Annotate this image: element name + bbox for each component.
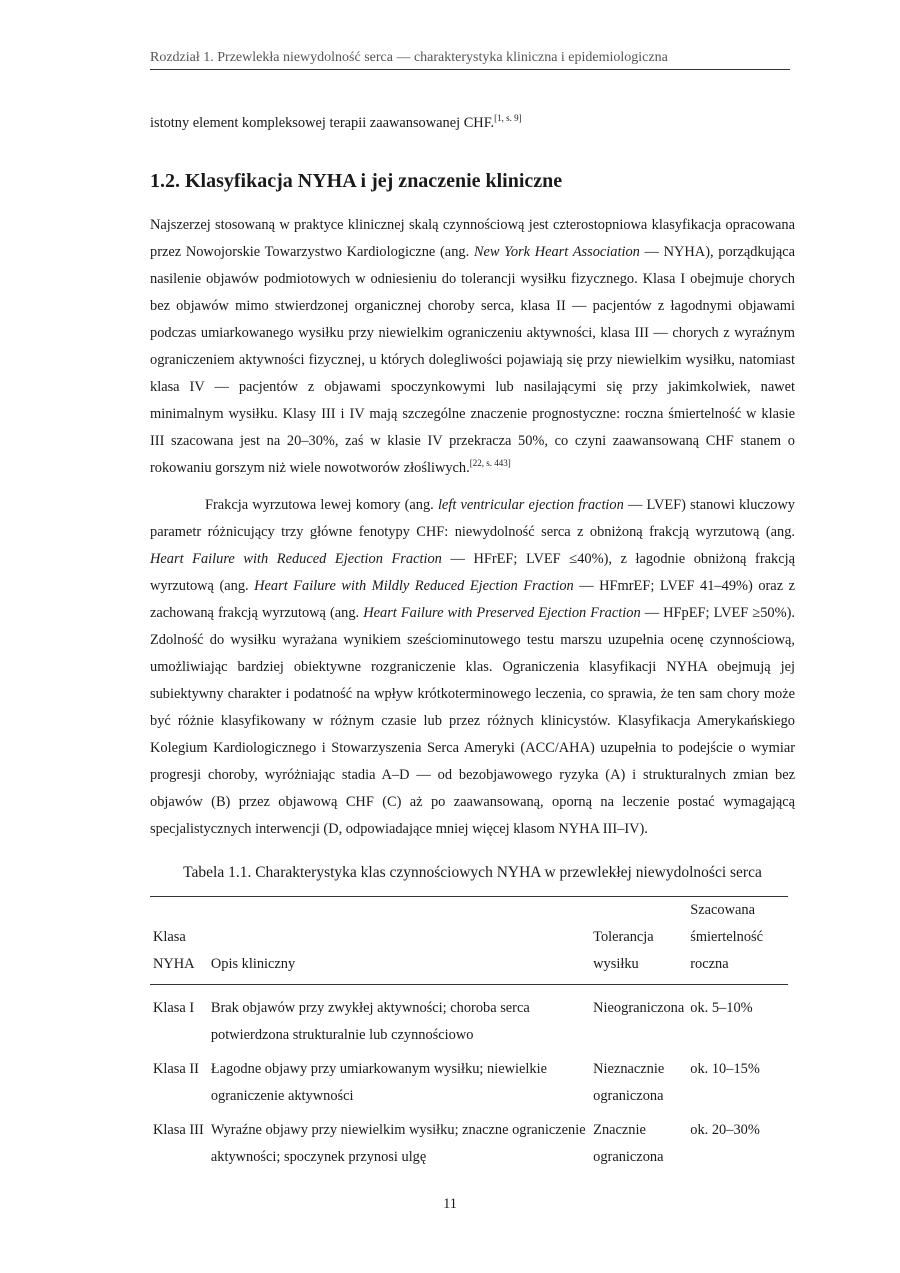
table-caption: Tabela 1.1. Charakterystyka klas czynnościowych NYHA w przewlekłej niewydolności serca xyxy=(183,864,762,881)
italic-term: Heart Failure with Preserved Ejection Fraction xyxy=(363,605,641,621)
citation: [22, s. 443] xyxy=(469,458,511,468)
italic-term: Heart Failure with Mildly Reduced Ejection Fraction xyxy=(254,578,574,594)
table-row xyxy=(150,985,788,1057)
table-cell: Nieznacznie ograniczona xyxy=(593,1061,665,1104)
italic-term: left ventricular ejection fraction xyxy=(437,497,624,513)
citation: [1, s. 9] xyxy=(494,113,522,123)
text-run: — NYHA), porządkująca nasilenie objawów podmiotowych w odniesieniu do tolerancji wysiłku fizycznego. Klasa I obejmuje chorych bez objawów mimo stwierdzonej organicznej choroby serca, klasa II — pacjentów z łagodnymi objawami podczas umiarkowanego wysiłku przy niewielkim ograniczeniu aktywności, klasa III — chorych z wyraźnym ograniczeniem aktywności fizycznej, u których dolegliwości pojawiają się przy niewielkim wysiłku, natomiast klasa IV — pacjentów z objawami spoczynkowymi lub nasilającymi się przy jakimkolwiek, nawet minimalnym wysiłku. Klasy III i IV mają szczególne znaczenie prognostyczne: roczna śmiertelność w klasie III szacowana jest na 20–30%, zaś w klasie IV przekracza 50%, co czyni zaawansowaną CHF stanem o rokowaniu gorszym niż wiele nowotworów złośliwych. xyxy=(150,244,795,476)
table-cell: ok. 10–15% xyxy=(690,1061,760,1077)
continuation-text: istotny element kompleksowej terapii zaawansowanej CHF. xyxy=(150,115,495,131)
header-cell: Szacowana śmiertelność roczna xyxy=(687,897,788,985)
table-row xyxy=(150,1117,788,1178)
header-cell: Opis kliniczny xyxy=(208,897,590,985)
text-run: Najszerzej stosowaną w praktyce klinicznej skalą czynnościową jest czterostopniowa klasyfikacja opracowana przez Nowojorskie Towarzystwo Kardiologiczne (ang. xyxy=(150,217,795,260)
continuation-paragraph xyxy=(150,110,795,137)
table-cell: Klasa III xyxy=(153,1122,204,1138)
header-cell: Klasa NYHA xyxy=(150,897,208,985)
text-run: — HFrEF; LVEF ≤40%), z łagodnie obniżoną frakcją wyrzutową (ang. xyxy=(150,551,795,594)
table-header-row xyxy=(150,897,788,985)
italic-term: New York Heart Association xyxy=(473,244,640,260)
paragraph-lvef xyxy=(150,492,795,843)
table-cell: Brak objawów przy zwykłej aktywności; choroba serca potwierdzona strukturalnie lub czynnościowo xyxy=(210,1000,530,1043)
table-cell: ok. 5–10% xyxy=(690,1000,753,1016)
header-cell: Tolerancja wysiłku xyxy=(590,897,687,985)
text-run: Frakcja wyrzutowa lewej komory (ang. xyxy=(205,497,438,513)
page-number: 11 xyxy=(443,1196,457,1212)
table-cell: Znacznie ograniczona xyxy=(593,1122,664,1165)
table-cell: Wyraźne objawy przy niewielkim wysiłku; znaczne ograniczenie aktywności; spoczynek przynosi ulgę xyxy=(210,1122,586,1165)
table-cell: Łagodne objawy przy umiarkowanym wysiłku; niewielkie ograniczenie aktywności xyxy=(210,1061,547,1104)
text-run: — HFmrEF; LVEF 41–49%) oraz z zachowaną frakcją wyrzutową (ang. xyxy=(150,578,795,621)
section-title: 1.2. Klasyfikacja NYHA i jej znaczenie kliniczne xyxy=(150,170,563,192)
paragraph-nyha xyxy=(150,212,795,482)
table-row xyxy=(150,1056,788,1117)
running-header: Rozdział 1. Przewlekła niewydolność serca — charakterystyka kliniczna i epidemiologiczna xyxy=(150,50,790,70)
text-run: — LVEF) stanowi kluczowy parametr różnicujący trzy główne fenotypy CHF: niewydolność serca z obniżoną frakcją wyrzutową (ang. xyxy=(150,497,795,540)
table-cell: ok. 20–30% xyxy=(690,1122,760,1138)
nyha-table xyxy=(150,896,788,1178)
table-cell: Klasa II xyxy=(153,1061,199,1077)
italic-term: Heart Failure with Reduced Ejection Fraction xyxy=(150,551,442,567)
text-run: — HFpEF; LVEF ≥50%). Zdolność do wysiłku wyrażana wynikiem sześciominutowego testu marszu uzupełnia ocenę czynnościową, umożliwiając bardziej obiektywne rozgraniczenie klas. Ograniczenia klasyfikacji NYHA obejmują jej subiektywny charakter i podatność na wpływ krótkoterminowego leczenia, co sprawia, że ten sam chory może być różnie klasyfikowany w różnym czasie lub przez różnych klinicystów. Klasyfikacja Amerykańskiego Kolegium Kardiologicznego i Stowarzyszenia Serca Ameryki (ACC/AHA) uzupełnia to podejście o wymiar progresji choroby, wyróżniając stadia A–D — od bezobjawowego ryzyka (A) i strukturalnych zmian bez objawów (B) przez objawową CHF (C) aż po zaawansowaną, oporną na leczenie postać wymagającą specjalistycznych interwencji (D, odpowiadające mniej więcej klasom NYHA III–IV). xyxy=(150,605,795,837)
table-cell: Nieograniczona xyxy=(593,1000,685,1016)
table-cell: Klasa I xyxy=(153,1000,195,1016)
